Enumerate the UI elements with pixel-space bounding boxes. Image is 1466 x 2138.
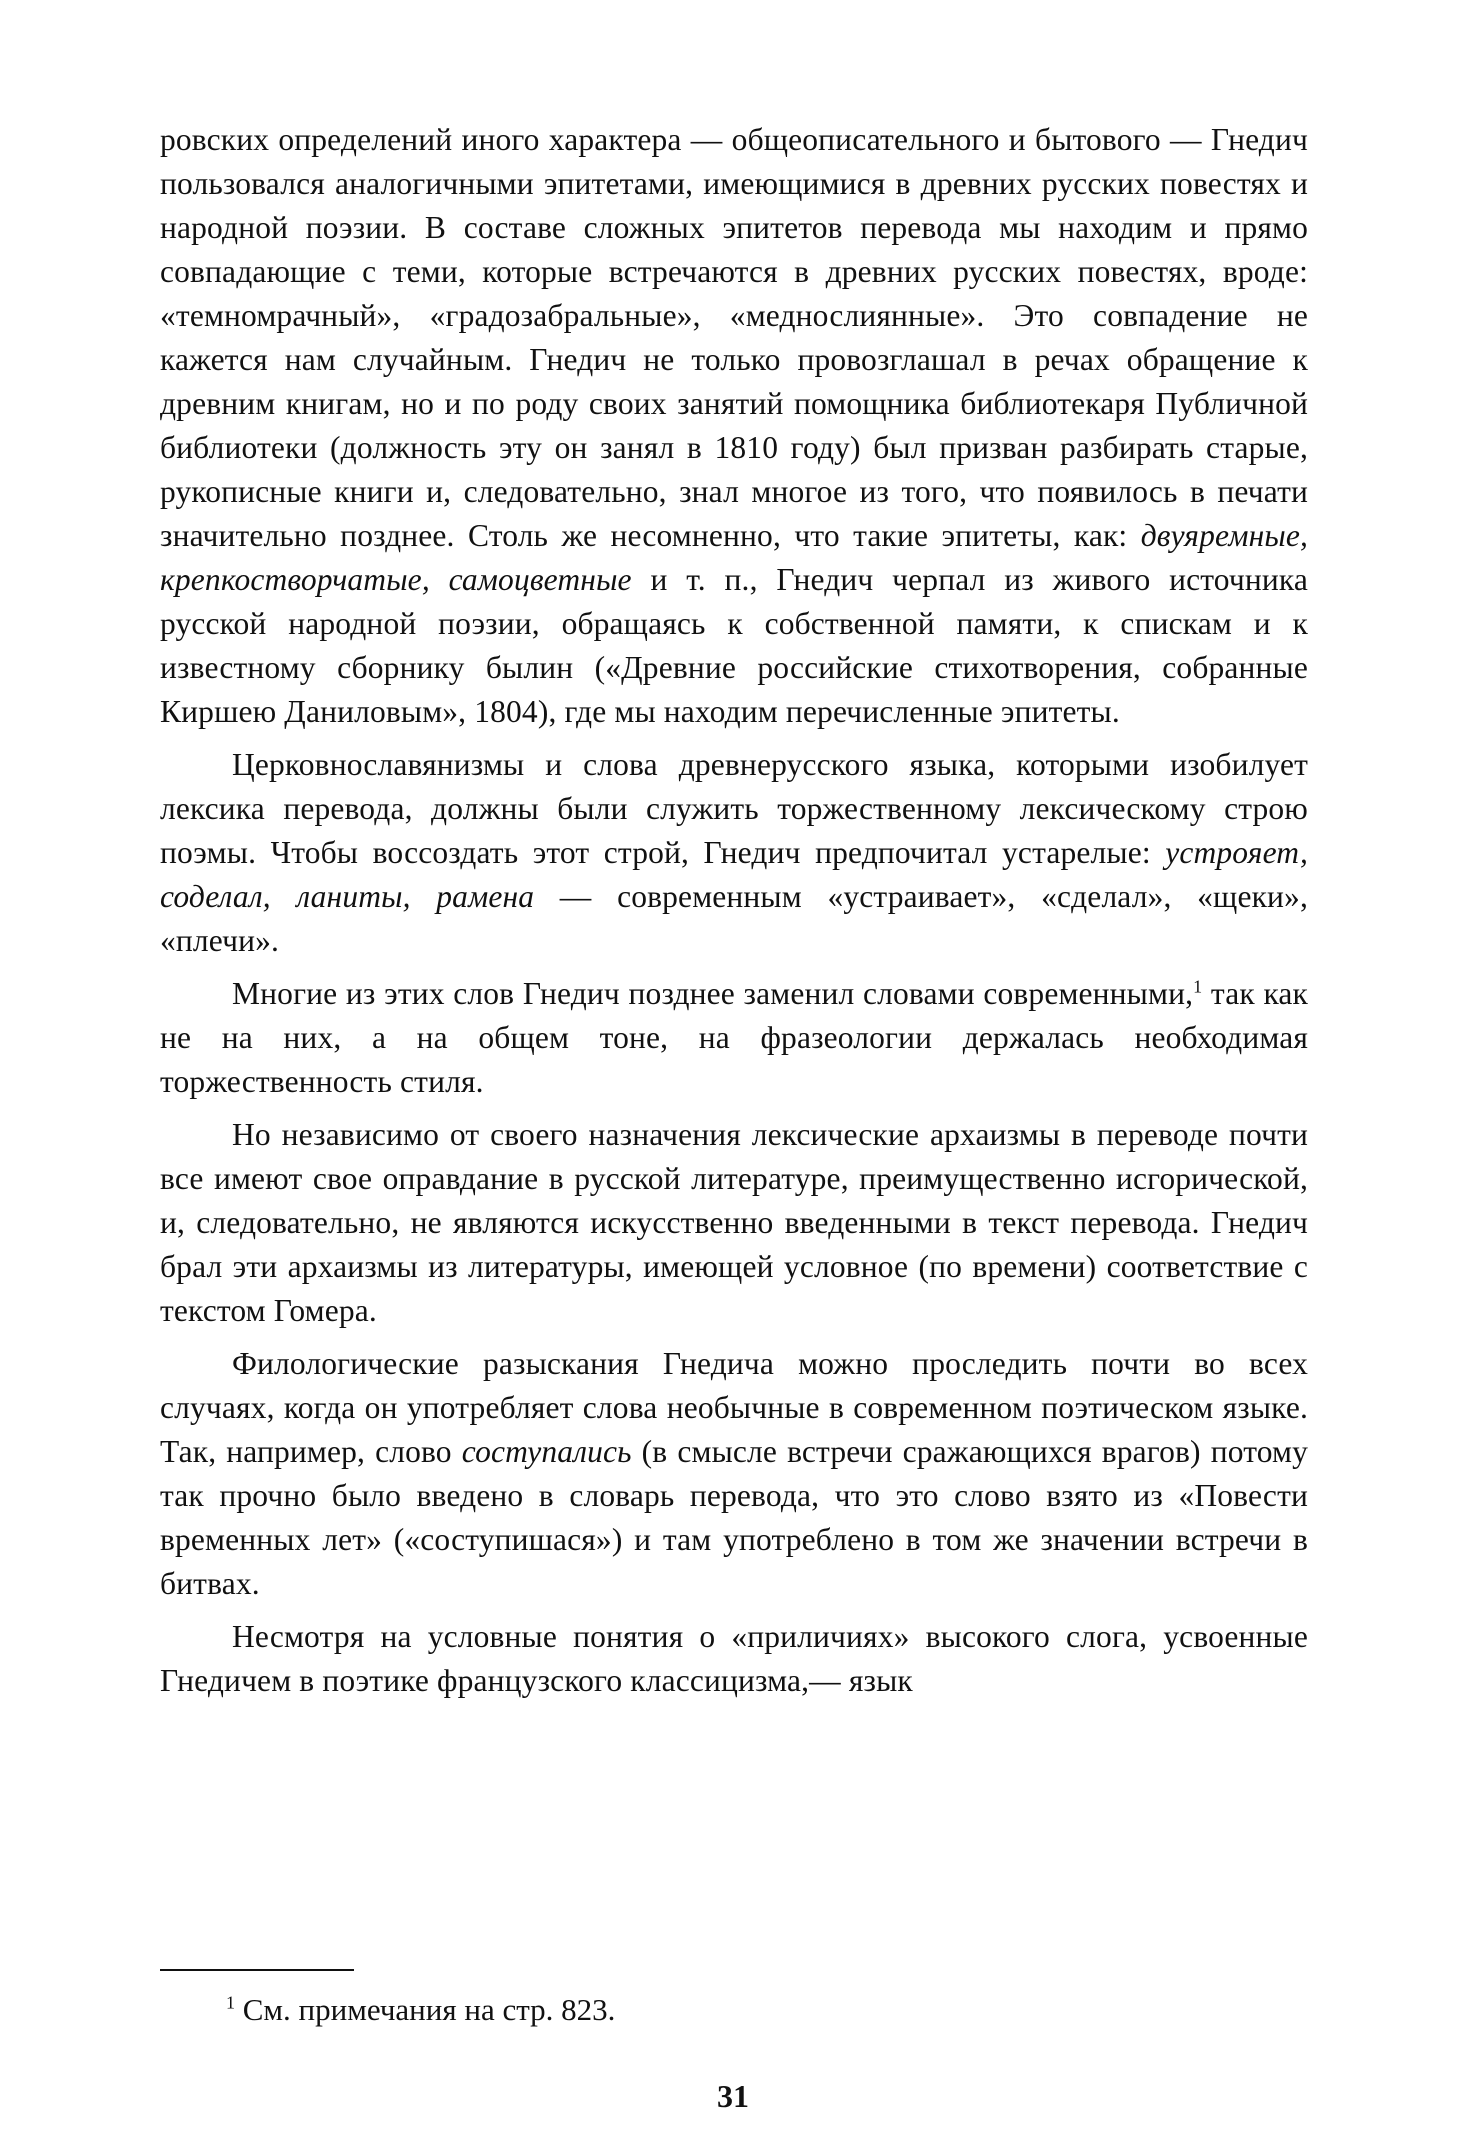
footnote-reference[interactable]: 1: [1193, 976, 1203, 997]
page-body: [160, 118, 1308, 1712]
paragraph: [160, 1615, 1308, 1703]
italic-terms: двуяремные, крепкостворчатые, самоцветные: [160, 518, 1308, 597]
footnote-marker: 1: [226, 1992, 235, 2013]
footnote-text: См. примечания на стр. 823.: [235, 1992, 616, 2027]
footnote-divider: [160, 1969, 354, 1971]
paragraph-text: (в смысле встречи сражающихся врагов) потому так прочно было введено в словарь перевода, что это слово взято из «Повести временных лет» («соступишася») и там употреблено в том же значении встречи в битвах.: [160, 1434, 1308, 1601]
paragraph-text: Филологические разыскания Гнедича можно проследить почти во всех случаях, когда он употребляет слова необычные в современном поэтическом языке. Так, например, слово: [160, 1346, 1308, 1469]
italic-terms: устрояет, соделал, ланиты, рамена: [160, 835, 1308, 914]
paragraph: [160, 972, 1308, 1104]
footnote: [226, 1990, 615, 2030]
paragraph: [160, 743, 1308, 963]
paragraph-text: и т. п., Гнедич черпал из живого источника русской народной поэзии, обращаясь к собственной памяти, к спискам и к известному сборнику былин («Древние российские стихотворения, собранные Киршею Даниловым», 1804), где мы находим перечисленные эпитеты.: [160, 562, 1308, 729]
paragraph-text: — современным «устраивает», «сделал», «щеки», «плечи».: [160, 879, 1308, 958]
page-number: 31: [717, 2078, 749, 2114]
paragraph-text: Многие из этих слов Гнедич позднее заменил словами современными,: [232, 976, 1194, 1011]
paragraph: [160, 118, 1308, 734]
paragraph: [160, 1342, 1308, 1606]
paragraph-text: Несмотря на условные понятия о «приличиях» высокого слога, усвоенные Гнедичем в поэтике французского классицизма,— язык: [160, 1619, 1308, 1698]
italic-term: соступались: [461, 1434, 632, 1469]
paragraph-text: Церковнославянизмы и слова древнерусского языка, которыми изобилует лексика перевода, должны были служить торжественному лексическому строю поэмы. Чтобы воссоздать этот строй, Гнедич предпочитал устарелые:: [160, 747, 1308, 870]
paragraph-text: ровских определений иного характера — общеописательного и бытового — Гнедич пользовался аналогичными эпитетами, имеющимися в древних русских повестях и народной поэзии. В составе сложных эпитетов перевода мы находим и прямо совпадающие с теми, которые встречаются в древних русских повестях, вроде: «темномрачный», «градозабральные», «меднослиянные». Это совпадение не кажется нам случайным. Гнедич не только провозглашал в речах обращение к древним книгам, но и по роду своих занятий помощника библиотекаря Публичной библиотеки (должность эту он занял в 1810 году) был призван разбирать старые, рукописные книги и, следовательно, знал многое из того, что появилось в печати значительно позднее. Столь же несомненно, что такие эпитеты, как:: [160, 122, 1308, 553]
paragraph-text: так как не на них, а на общем тоне, на фразеологии держалась необходимая торжественность стиля.: [160, 976, 1309, 1099]
paragraph: [160, 1113, 1308, 1333]
paragraph-text: Но независимо от своего назначения лексические архаизмы в переводе почти все имеют свое оправдание в русской литературе, преимущественно исгорической, и, следовательно, не являются искусственно введенными в текст перевода. Гнедич брал эти архаизмы из литературы, имеющей условное (по времени) соответствие с текстом Гомера.: [160, 1117, 1308, 1328]
